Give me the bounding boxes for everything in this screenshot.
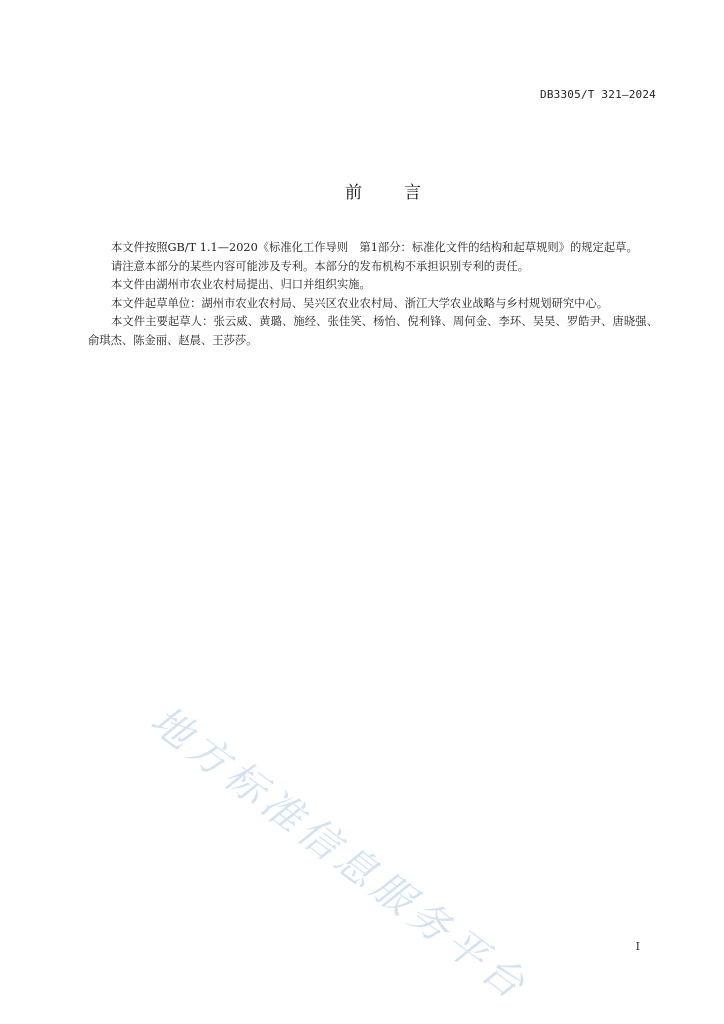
- page-number: I: [635, 940, 640, 953]
- paragraph-drafting-basis: 本文件按照GB/T 1.1—2020《标准化工作导则 第1部分：标准化文件的结构和起草规则》的规定起草。: [111, 241, 638, 254]
- paragraph-drafters: 本文件主要起草人：张云威、黄璐、施经、张佳笑、杨怡、倪利锋、周何金、李环、吴昊、罗皓尹、唐晓强、俞琪杰、陈金丽、赵晨、王莎莎。: [88, 315, 658, 347]
- paragraph-patent-notice: 请注意本部分的某些内容可能涉及专利。本部分的发布机构不承担识别专利的责任。: [111, 259, 529, 273]
- body-text: [88, 239, 658, 350]
- watermark: 地方标准信息服务平台: [141, 697, 537, 1011]
- paragraph-proposer: 本文件由湖州市农业农村局提出、归口并组织实施。: [111, 278, 371, 291]
- section-title: 前言: [345, 183, 463, 203]
- document-code: DB3305/T 321—2024: [540, 88, 656, 101]
- paragraph-drafting-units: 本文件起草单位：湖州市农业农村局、吴兴区农业农村局、浙江大学农业战略与乡村规划研究中心。: [111, 296, 609, 310]
